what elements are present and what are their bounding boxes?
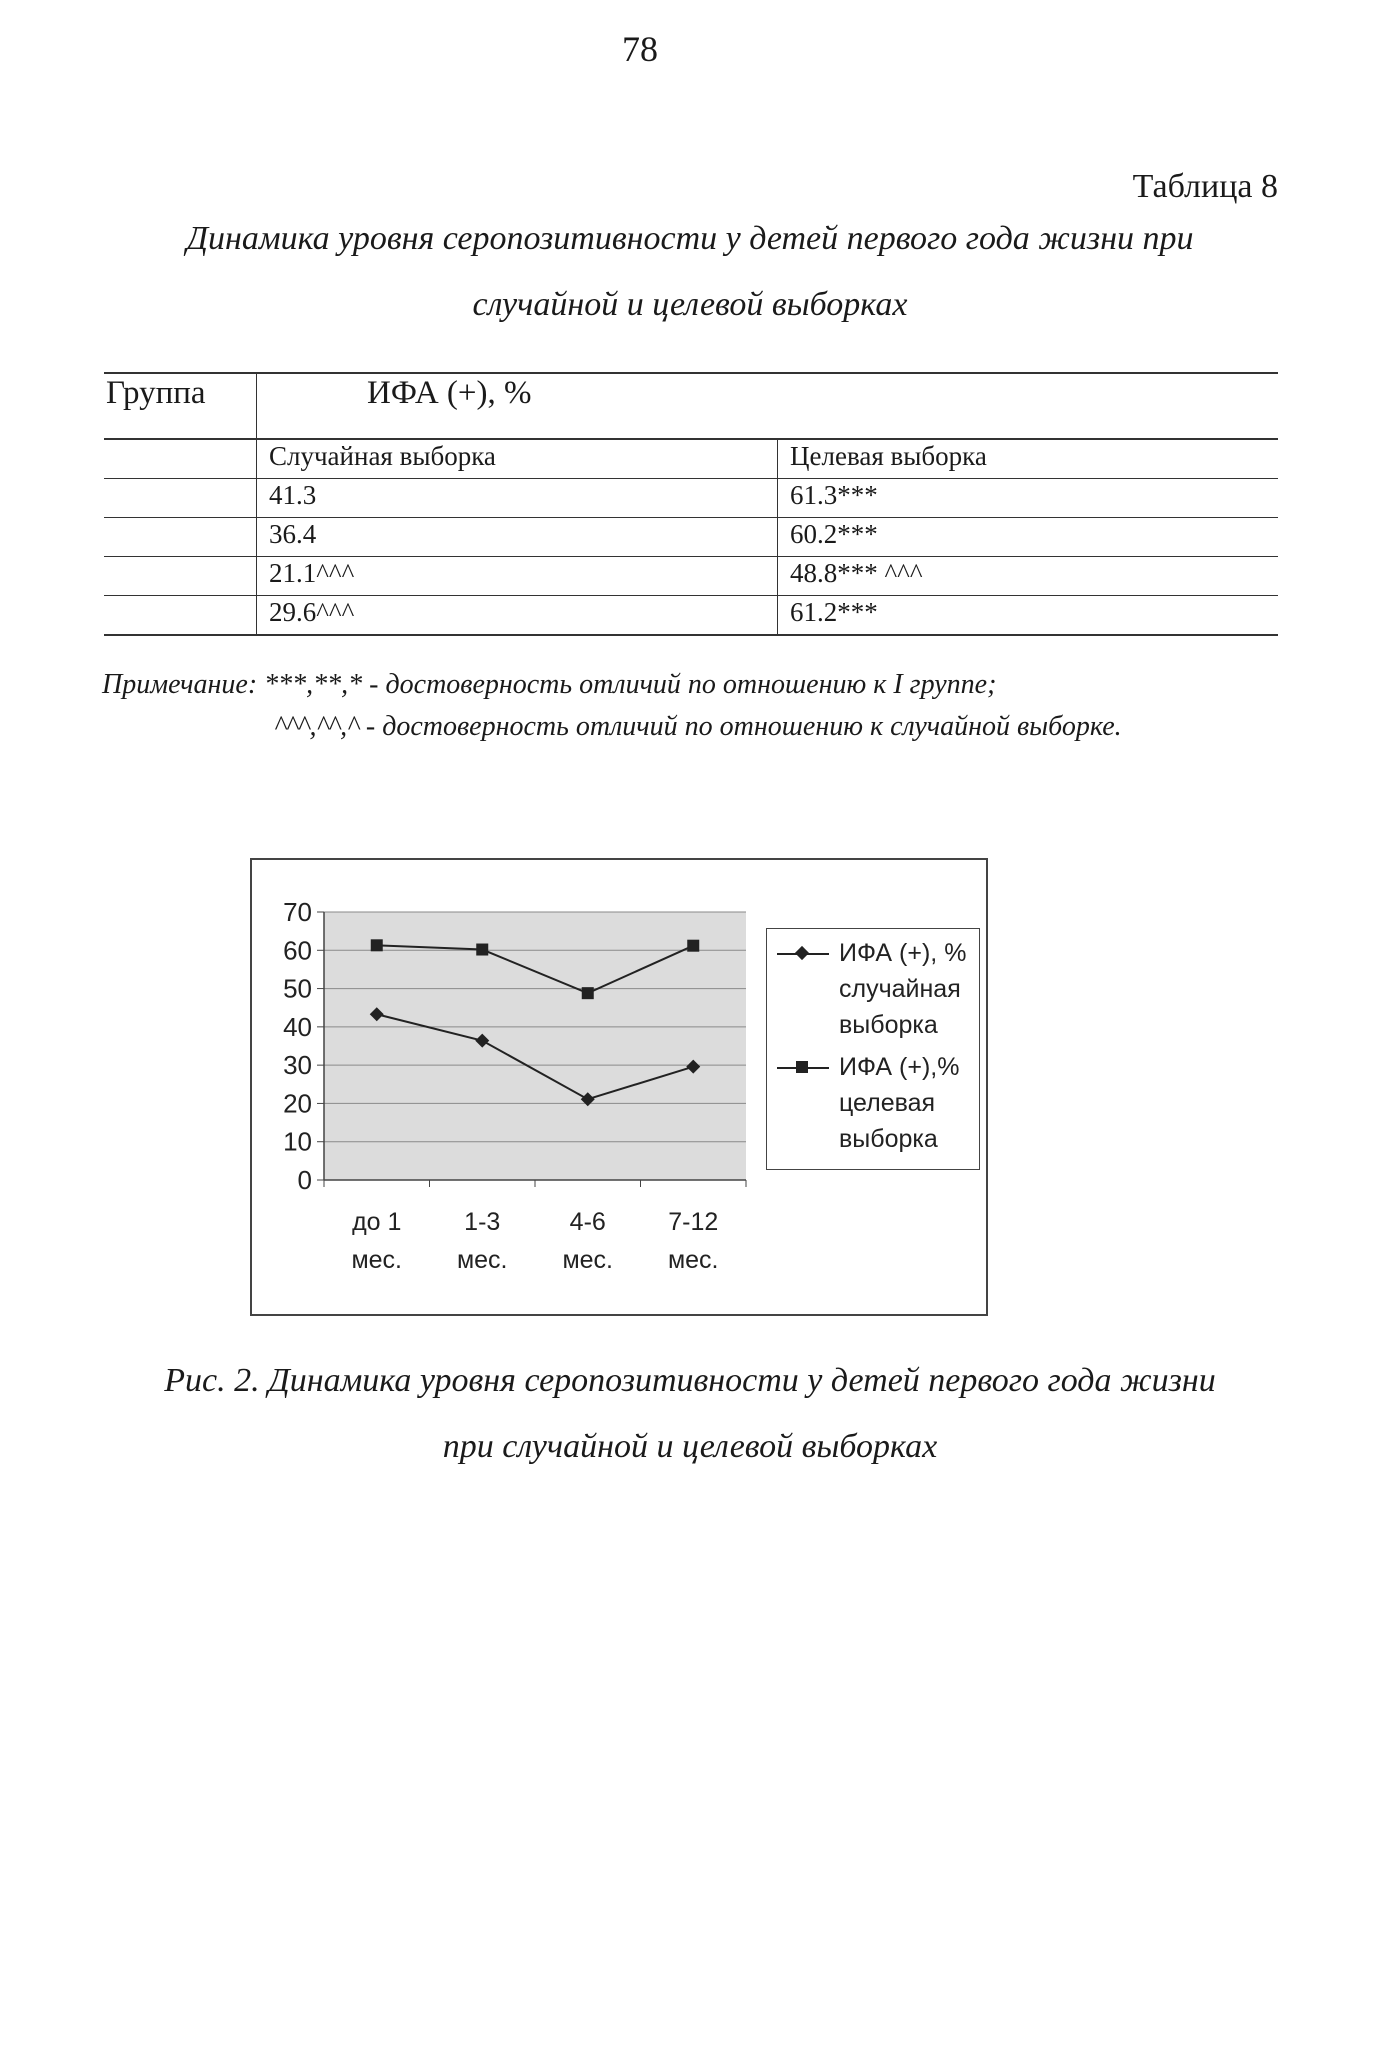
chart	[250, 858, 988, 1316]
data-point-target	[582, 987, 594, 999]
note-line-2: ^^^,^^,^ - достоверность отличий по отношению к случайной выборке.	[274, 711, 1122, 742]
group-cell	[104, 518, 257, 557]
legend-label-random-3: выборка	[839, 1011, 938, 1039]
table-row	[104, 518, 1278, 557]
chart-legend	[766, 928, 980, 1170]
table-row	[104, 557, 1278, 596]
table-label: Таблица 8	[1132, 168, 1278, 205]
col-random-header: Случайная выборка	[257, 439, 778, 479]
col-target-header: Целевая выборка	[778, 439, 1279, 479]
random-cell: 41.3	[257, 479, 778, 518]
data-point-target	[371, 939, 383, 951]
square-marker-icon	[796, 1061, 808, 1073]
table-row	[104, 596, 1278, 636]
diamond-marker-icon	[795, 946, 809, 960]
data-table	[104, 372, 1278, 636]
x-tick-label: 7-12	[668, 1208, 719, 1236]
legend-label-random-1: ИФА (+), %	[839, 939, 967, 967]
target-cell: 61.2***	[778, 596, 1279, 636]
y-tick-label: 0	[297, 1165, 312, 1195]
caption-line-2: при случайной и целевой выборках	[442, 1428, 938, 1465]
y-tick-label: 40	[283, 1011, 312, 1042]
group-cell	[104, 596, 257, 636]
x-tick-label: мес.	[351, 1246, 403, 1274]
plot-area	[324, 912, 746, 1180]
y-tick-label: 50	[283, 973, 312, 1004]
table-header-row	[104, 373, 1278, 439]
group-header: Группа	[104, 373, 257, 439]
y-tick-label: 10	[283, 1126, 312, 1157]
legend-label-target-3: выборка	[839, 1125, 938, 1153]
data-point-target	[476, 944, 488, 956]
legend-label-random-2: случайная	[839, 975, 961, 1003]
legend-item-random	[767, 929, 979, 1043]
ifa-header: ИФА (+), %	[257, 373, 1279, 439]
page-number: 78	[622, 29, 658, 69]
caption-line-1: Рис. 2. Динамика уровня серопозитивности у детей первого года жизни	[164, 1362, 1216, 1399]
x-tick-label: 4-6	[569, 1208, 606, 1236]
x-tick-label: 1-3	[464, 1208, 501, 1236]
x-tick-label: мес.	[456, 1246, 508, 1274]
data-point-target	[687, 940, 699, 952]
legend-item-target	[767, 1043, 979, 1157]
random-cell: 36.4	[257, 518, 778, 557]
y-tick-label: 70	[283, 897, 312, 927]
x-tick-label: мес.	[667, 1246, 719, 1274]
x-tick-label: мес.	[562, 1246, 614, 1274]
table-subheader-row	[104, 439, 1278, 479]
table-title	[100, 206, 1280, 338]
target-cell: 61.3***	[778, 479, 1279, 518]
y-tick-label: 30	[283, 1050, 312, 1081]
y-tick-label: 20	[283, 1088, 312, 1119]
random-cell: 29.6^^^	[257, 596, 778, 636]
note-line-1: Примечание: ***,**,* - достоверность отличий по отношению к I группе;	[102, 669, 997, 700]
x-tick-label: до 1	[352, 1208, 402, 1236]
table-title-line-2: случайной и целевой выборках	[472, 286, 908, 323]
group-cell	[104, 557, 257, 596]
target-cell: 48.8*** ^^^	[778, 557, 1279, 596]
random-cell: 21.1^^^	[257, 557, 778, 596]
table-note	[102, 664, 1122, 748]
target-cell: 60.2***	[778, 518, 1279, 557]
figure-caption	[100, 1348, 1280, 1480]
table-title-line-1: Динамика уровня серопозитивности у детей первого года жизни при	[186, 220, 1194, 257]
group-cell	[104, 479, 257, 518]
group-cell	[104, 439, 257, 479]
legend-label-target-2: целевая	[839, 1089, 936, 1117]
y-tick-label: 60	[283, 935, 312, 966]
legend-label-target-1: ИФА (+),%	[839, 1053, 960, 1081]
table-row	[104, 479, 1278, 518]
